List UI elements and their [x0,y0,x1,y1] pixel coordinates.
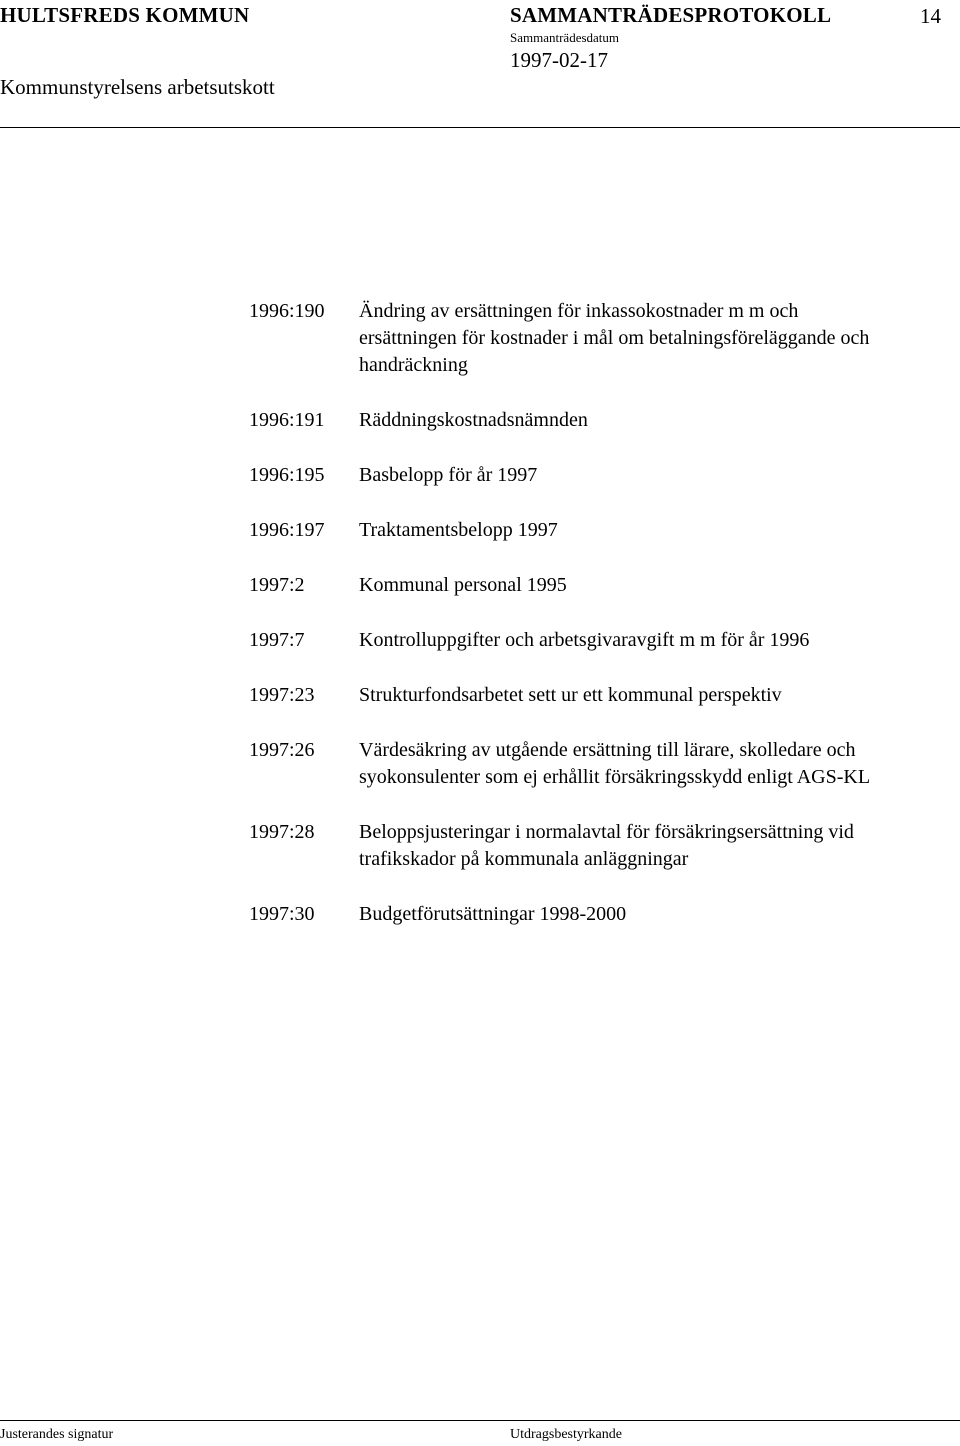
item-title: Strukturfondsarbetet sett ur ett kommunal perspektiv [359,684,782,706]
agenda-list [249,298,954,956]
item-title: Värdesäkring av utgående ersättning till lärare, skolledare och syokonsulenter som ej erhållit försäkringsskydd enligt AGS-KL [359,739,871,788]
item-number: 1996:195 [249,464,325,486]
item-number: 1996:197 [249,519,325,541]
item-title: Budgetförutsättningar 1998-2000 [359,903,627,925]
item-number: 1996:191 [249,409,325,431]
agenda-item [249,901,954,928]
agenda-item [249,737,954,791]
agenda-item [249,627,954,654]
item-number: 1997:30 [249,903,315,925]
item-title: Kommunal personal 1995 [359,574,567,596]
agenda-item [249,298,954,379]
committee-name: Kommunstyrelsens arbetsutskott [0,75,275,99]
item-number: 1997:23 [249,684,315,706]
item-title: Räddningskostnadsnämnden [359,409,588,431]
meeting-date-label: Sammanträdesdatum [510,30,620,45]
item-title: Basbelopp för år 1997 [359,464,538,486]
item-title: Ändring av ersättningen för inkassokostnader m m och ersättningen för kostnader i mål om betalningsföreläggande och handräckning [359,300,870,376]
item-number: 1996:190 [249,300,325,322]
agenda-item [249,517,954,544]
item-number: 1997:28 [249,821,315,843]
agenda-item [249,819,954,873]
certification-label: Utdragsbestyrkande [510,1427,622,1442]
item-number: 1997:2 [249,574,305,596]
header-divider [0,127,960,128]
item-title: Kontrolluppgifter och arbetsgivaravgift m m för år 1996 [359,629,810,651]
document-title: SAMMANTRÄDESPROTOKOLL [510,3,832,27]
agenda-item [249,462,954,489]
footer-divider [0,1420,960,1421]
meeting-date: 1997-02-17 [510,48,608,72]
agenda-item [249,407,954,434]
item-title: Beloppsjusteringar i normalavtal för försäkringsersättning vid trafikskador på kommunala anläggningar [359,821,854,870]
municipality-name: HULTSFREDS KOMMUN [0,3,250,27]
signature-label: Justerandes signatur [0,1427,114,1442]
item-title: Traktamentsbelopp 1997 [359,519,558,541]
page-number: 14 [920,4,941,28]
agenda-item [249,682,954,709]
agenda-item [249,572,954,599]
item-number: 1997:26 [249,739,315,761]
item-number: 1997:7 [249,629,305,651]
